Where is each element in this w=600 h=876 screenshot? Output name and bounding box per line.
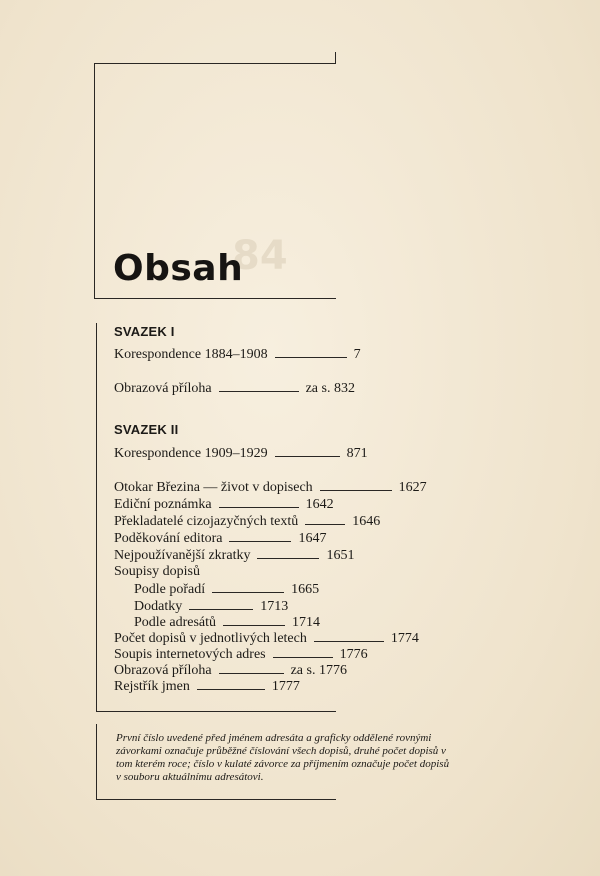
frame-top-rule xyxy=(94,63,336,64)
editorial-note: První číslo uvedené před jménem adresáta a graficky oddělené rovnými závorkami označuje průběžné číslování všech dopisů, druhé počet dopisů v tom kterém roce; číslo v kulaté závorce za příjmením označuje počet dopisů v souboru aktuálnímu adresátovi. xyxy=(116,732,450,783)
toc-subentry: Podle pořadí 1665 xyxy=(134,582,320,597)
toc-entry: Ediční poznámka 1642 xyxy=(114,497,334,512)
contents-left-rule xyxy=(96,323,97,711)
frame-left-rule xyxy=(94,63,95,299)
page-title: Obsah xyxy=(113,248,244,289)
toc-entry: Korespondence 1884–1908 7 xyxy=(114,347,361,362)
toc-entry: Rejstřík jmen 1777 xyxy=(114,679,300,694)
toc-entry: Obrazová příloha za s. 1776 xyxy=(114,663,347,678)
toc-entry: Korespondence 1909–1929 871 xyxy=(114,446,368,461)
toc-entry: Obrazová příloha za s. 832 xyxy=(114,381,355,396)
toc-entry: Soupis internetových adres 1776 xyxy=(114,647,368,662)
toc-entry: Soupisy dopisů xyxy=(114,564,200,579)
toc-subentry: Podle adresátů 1714 xyxy=(134,615,321,630)
bleed-through-heading: 84 xyxy=(232,233,288,279)
note-left-rule xyxy=(96,724,97,800)
toc-entry: Otokar Březina — život v dopisech 1627 xyxy=(114,480,427,495)
frame-top-tick xyxy=(335,52,336,64)
toc-entry: Překladatelé cizojazyčných textů 1646 xyxy=(114,514,381,529)
toc-entry: Nejpoužívanější zkratky 1651 xyxy=(114,548,355,563)
toc-entry: Poděkování editora 1647 xyxy=(114,531,327,546)
frame-mid-rule xyxy=(94,298,336,299)
section-heading-volume-1: SVAZEK I xyxy=(114,324,175,339)
toc-entry: Počet dopisů v jednotlivých letech 1774 xyxy=(114,631,419,646)
note-bottom-rule xyxy=(96,799,336,800)
toc-subentry: Dodatky 1713 xyxy=(134,599,289,614)
contents-bottom-rule xyxy=(96,711,336,712)
section-heading-volume-2: SVAZEK II xyxy=(114,422,179,437)
